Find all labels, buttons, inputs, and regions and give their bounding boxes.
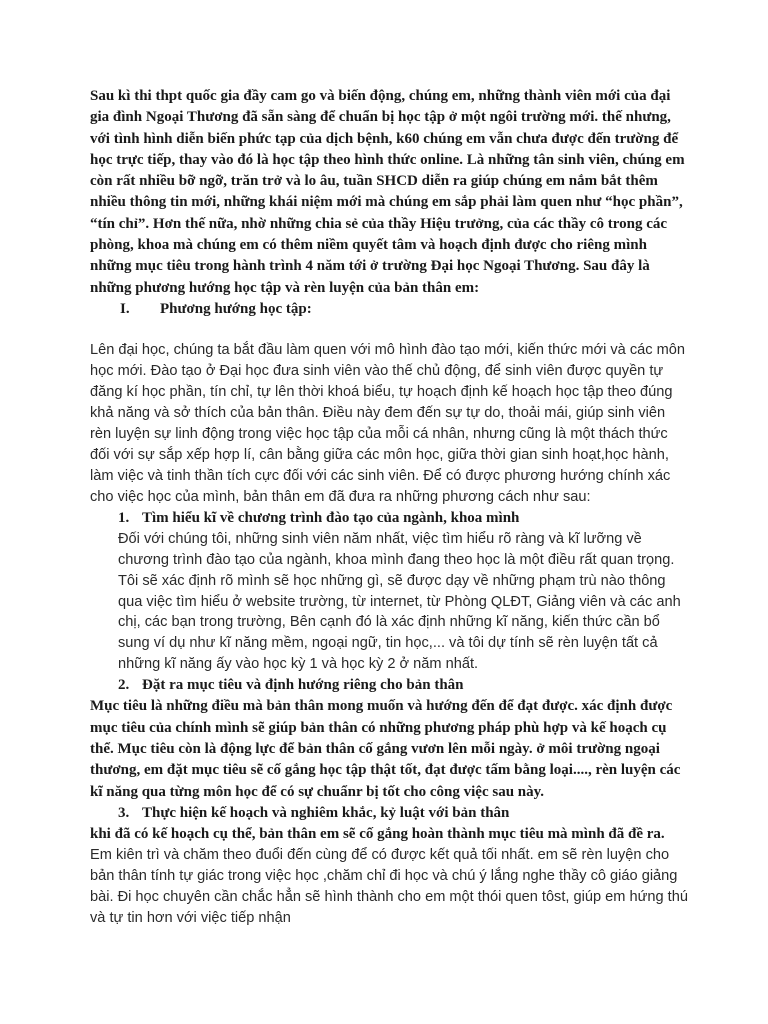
item-title: Tìm hiểu kĩ về chương trình đào tạo của ngành, khoa mình [142,509,520,526]
document-page [90,86,690,929]
item-title: Thực hiện kế hoạch và nghiêm khắc, kỷ luật với bản thân [142,804,510,821]
section-heading-1 [90,299,690,320]
item-number: 3. [118,804,130,821]
item-3-heading [90,803,690,824]
item-3-body-bold: khi đã có kế hoạch cụ thể, bản thân em sẽ cố gắng hoàn thành mục tiêu mà mình đã đề ra. [90,826,665,843]
item-1-heading [90,508,690,529]
item-3-body [90,824,690,929]
item-title: Đặt ra mục tiêu và định hướng riêng cho bản thân [142,677,464,694]
item-2-body: Mục tiêu là những điều mà bản thân mong muốn và hướng đến để đạt được. xác định được mục tiêu của chính mình sẽ giúp bản thân có những phương pháp phù hợp và kế hoạch cụ thể. Mục tiêu còn là động lực để bản thân cố gắng vươn lên mỗi ngày. ở môi trường ngoại thương, em đặt mục tiêu sẽ cố gắng học tập thật tốt, đạt được tấm bằng loại...., rèn luyện các kĩ năng qua từng môn học để có sự chuẩnr bị tốt cho công việc sau này. [90,698,681,800]
blank-line [90,320,690,340]
section-number: I. [120,300,130,317]
section-1-body: Lên đại học, chúng ta bắt đầu làm quen với mô hình đào tạo mới, kiến thức mới và các môn học mới. Đào tạo ở Đại học đưa sinh viên vào thế chủ động, để sinh viên được quyền tự đăng kí học phần, tín chỉ, tự lên thời khoá biểu, tự hoạch định kế hoạch học tập theo đúng khả năng và sở thích của bản thân. Điều này đem đến sự tự do, thoải mái, giúp sinh viên rèn luyện sự linh động trong việc học tập của mỗi cá nhân, nhưng cũng là một thách thức đối với sự sắp xếp hợp lí, cân bằng giữa các môn học, giữa thời gian sinh hoạt,học hành, làm việc và tinh thần tích cực đối với các sinh viên. Để có được phương hướng chính xác cho việc học của mình, bản thân em đã đưa ra những phương cách như sau: [90,342,685,505]
section-title: Phương hướng học tập: [160,300,312,317]
item-number: 2. [118,677,130,694]
intro-paragraph: Sau kì thi thpt quốc gia đầy cam go và biến động, chúng em, những thành viên mới của đại gia đình Ngoại Thương đã sẵn sàng để chuẩn bị học tập ở một ngôi trường mới. thế nhưng, với tình hình diễn biến phức tạp của dịch bệnh, k60 chúng em vẫn chưa được đến trường để học trực tiếp, thay vào đó là học tập theo hình thức online. Là những tân sinh viên, chúng em còn rất nhiều bỡ ngỡ, trăn trở và lo âu, tuần SHCD diễn ra giúp chúng em nắm bắt thêm nhiều thông tin mới, những khái niệm mới mà chúng em sắp phải làm quen như “học phần”, “tín chỉ”. Hơn thế nữa, nhờ những chia sẻ của thầy Hiệu trưởng, của các thầy cô trong các phòng, khoa mà chúng em có thêm niềm quyết tâm và hoạch định được cho riêng mình những mục tiêu trong hành trình 4 năm tới ở trường Đại học Ngoại Thương. Sau đây là những phương hướng học tập và rèn luyện của bản thân em: [90,88,685,296]
item-2-heading [90,675,690,696]
item-number: 1. [118,509,130,526]
item-1-body: Đối với chúng tôi, những sinh viên năm nhất, việc tìm hiểu rõ ràng và kĩ lưỡng về chương trình đào tạo của ngành, khoa mình đang theo học là một điều rất quan trọng. Tôi sẽ xác định rõ mình sẽ học những gì, sẽ được dạy về những phạm trù nào thông qua việc tìm hiểu ở website trường, từ internet, từ Phòng QLĐT, Giảng viên và các anh chị, các bạn trong trường, Bên cạnh đó là xác định những kĩ năng, kiến thức cần bổ sung ví dụ như kĩ năng mềm, ngoại ngữ, tin học,... và tôi dự tính sẽ rèn luyện tất cả những kĩ năng ấy vào học kỳ 1 và học kỳ 2 ở năm nhất. [118,530,681,673]
item-3-body-regular: Em kiên trì và chăm theo đuổi đến cùng để có được kết quả tối nhất. em sẽ rèn luyện cho bản thân tính tự giác trong việc học ,chăm chỉ đi học và chú ý lắng nghe thầy cô giáo giảng bài. Đi học chuyên cần chắc hẳn sẽ hình thành cho em một thói quen tôst, giúp em hứng thú và tự tin hơn với việc tiếp nhận [90,847,688,926]
